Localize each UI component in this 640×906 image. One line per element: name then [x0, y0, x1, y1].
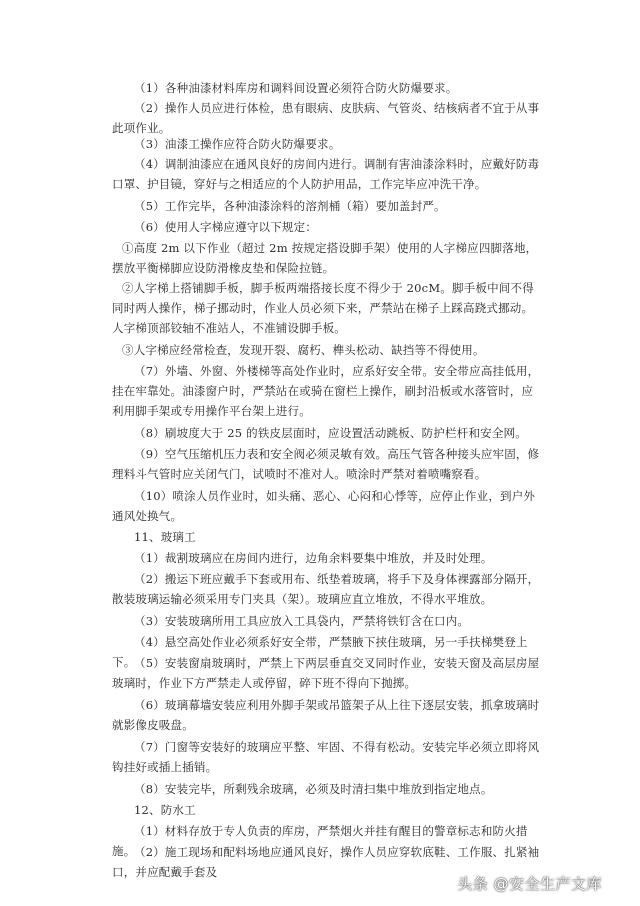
- paragraph: （4）调制油漆应在通风良好的房间内进行。调制有害油漆涂料时，应戴好防毒口罩、护目镜，穿好与之相适应的个人防护用品，工作完毕应冲洗干净。: [112, 157, 540, 191]
- paragraph: （2）搬运下班应戴手下套或用布、纸垫着玻璃，将手下及身体裸露部分隔开，散装玻璃运输必须采用专门夹具（架）。玻璃应直立堆放，不得水平堆放。: [112, 572, 540, 606]
- paragraph: （5）工作完毕，各种油漆涂料的溶剂桶（箱）要加盖封严。: [134, 199, 446, 213]
- paragraph: （8）安装完毕，所剩残余玻璃，必须及时清扫集中堆放到指定地点。: [134, 782, 493, 796]
- paragraph: （6）玻璃幕墙安装应利用外脚手架或吊篮架子从上往下逐层安装，抓拿玻璃时就影像皮吸盘。: [112, 698, 540, 732]
- paragraph: （9）空气压缩机压力表和安全阀必须灵敏有效。高压气管各种接头应牢固，修理料斗气管时应关闭气门，试喷时不准对人。喷涂时严禁对着喷嘴察看。: [112, 447, 540, 481]
- section-heading: 12、防水工: [134, 803, 196, 817]
- paragraph: （1）材料存放于专人负责的库房，严禁烟火并挂有醒目的警章标志和防火措施。: [112, 824, 528, 858]
- paragraph: ②人字梯上搭铺脚手板，脚手板两端搭接长度不得少于 20cM。脚手板中间不得同时两人操作，梯子挪动时，作业人员必须下来，严禁站在梯子上踩高跷式挪动。人字梯顶部铰轴不准站人，不准铺设脚手板。: [112, 281, 534, 335]
- paragraph: （5）安装窗扇玻璃时，严禁上下两层垂直交叉同时作业，安装天窗及高层房屋玻璃时，作业下方严禁走人或停留，碎下班不得向下抛掷。: [112, 656, 540, 690]
- section-heading: 11、玻璃工: [134, 530, 196, 544]
- paragraph: （3）安装玻璃所用工具应放入工具袋内，严禁将铁钉含在口内。: [134, 614, 470, 628]
- watermark-text: 头条 @安全生产文库: [457, 875, 602, 893]
- paragraph: ③人字梯应经常检查，发现开裂、腐朽、榫头松动、缺挡等不得使用。: [122, 343, 485, 357]
- paragraph: （10）喷涂人员作业时，如头痛、恶心、心闷和心悸等，应停止作业，到户外通风处换气。: [112, 489, 536, 523]
- paragraph: （2）施工现场和配料场地应通风良好，操作人员应穿软底鞋、工作服、扎紧袖口，并应配戴手套及: [112, 845, 540, 879]
- paragraph: （8）刷坡度大于 25 的铁皮层面时，应设置活动跳板、防护栏杆和安全网。: [134, 426, 527, 440]
- paragraph: （7）外墙、外窗、外楼梯等高处作业时，应系好安全带。安全带应高挂低用，挂在牢靠处。油漆窗户时，严禁站在或骑在窗栏上操作，刷封沿板或水落管时，应利用脚手架或专用操作平台架上进行。: [112, 364, 540, 418]
- paragraph: ①高度 2m 以下作业（超过 2m 按规定搭设脚手架）使用的人字梯应四脚落地，摆放平衡梯脚应设防滑橡皮垫和保险拉链。: [112, 241, 538, 275]
- paragraph: （6）使用人字梯应遵守以下规定：: [134, 220, 318, 234]
- paragraph: （3）油漆工操作应符合防火防爆要求。: [134, 137, 341, 151]
- paragraph: （1）裁割玻璃应在房间内进行，边角余料要集中堆放，并及时处理。: [134, 551, 493, 565]
- paragraph: （1）各种油漆材料库房和调料间设置必须符合防火防爆要求。: [134, 81, 458, 95]
- paragraph: （4）悬空高处作业必须系好安全带，严禁腋下挟住玻璃，另一手扶梯樊登上下。: [112, 635, 528, 669]
- paragraph: （2）操作人员应进行体检，患有眼病、皮肤病、气管炎、结核病者不宜于从事此项作业。: [112, 101, 540, 135]
- paragraph: （7）门窗等安装好的玻璃应平整、牢固、不得有松动。安装完毕必须立即将风钩挂好或插上插销。: [112, 740, 540, 774]
